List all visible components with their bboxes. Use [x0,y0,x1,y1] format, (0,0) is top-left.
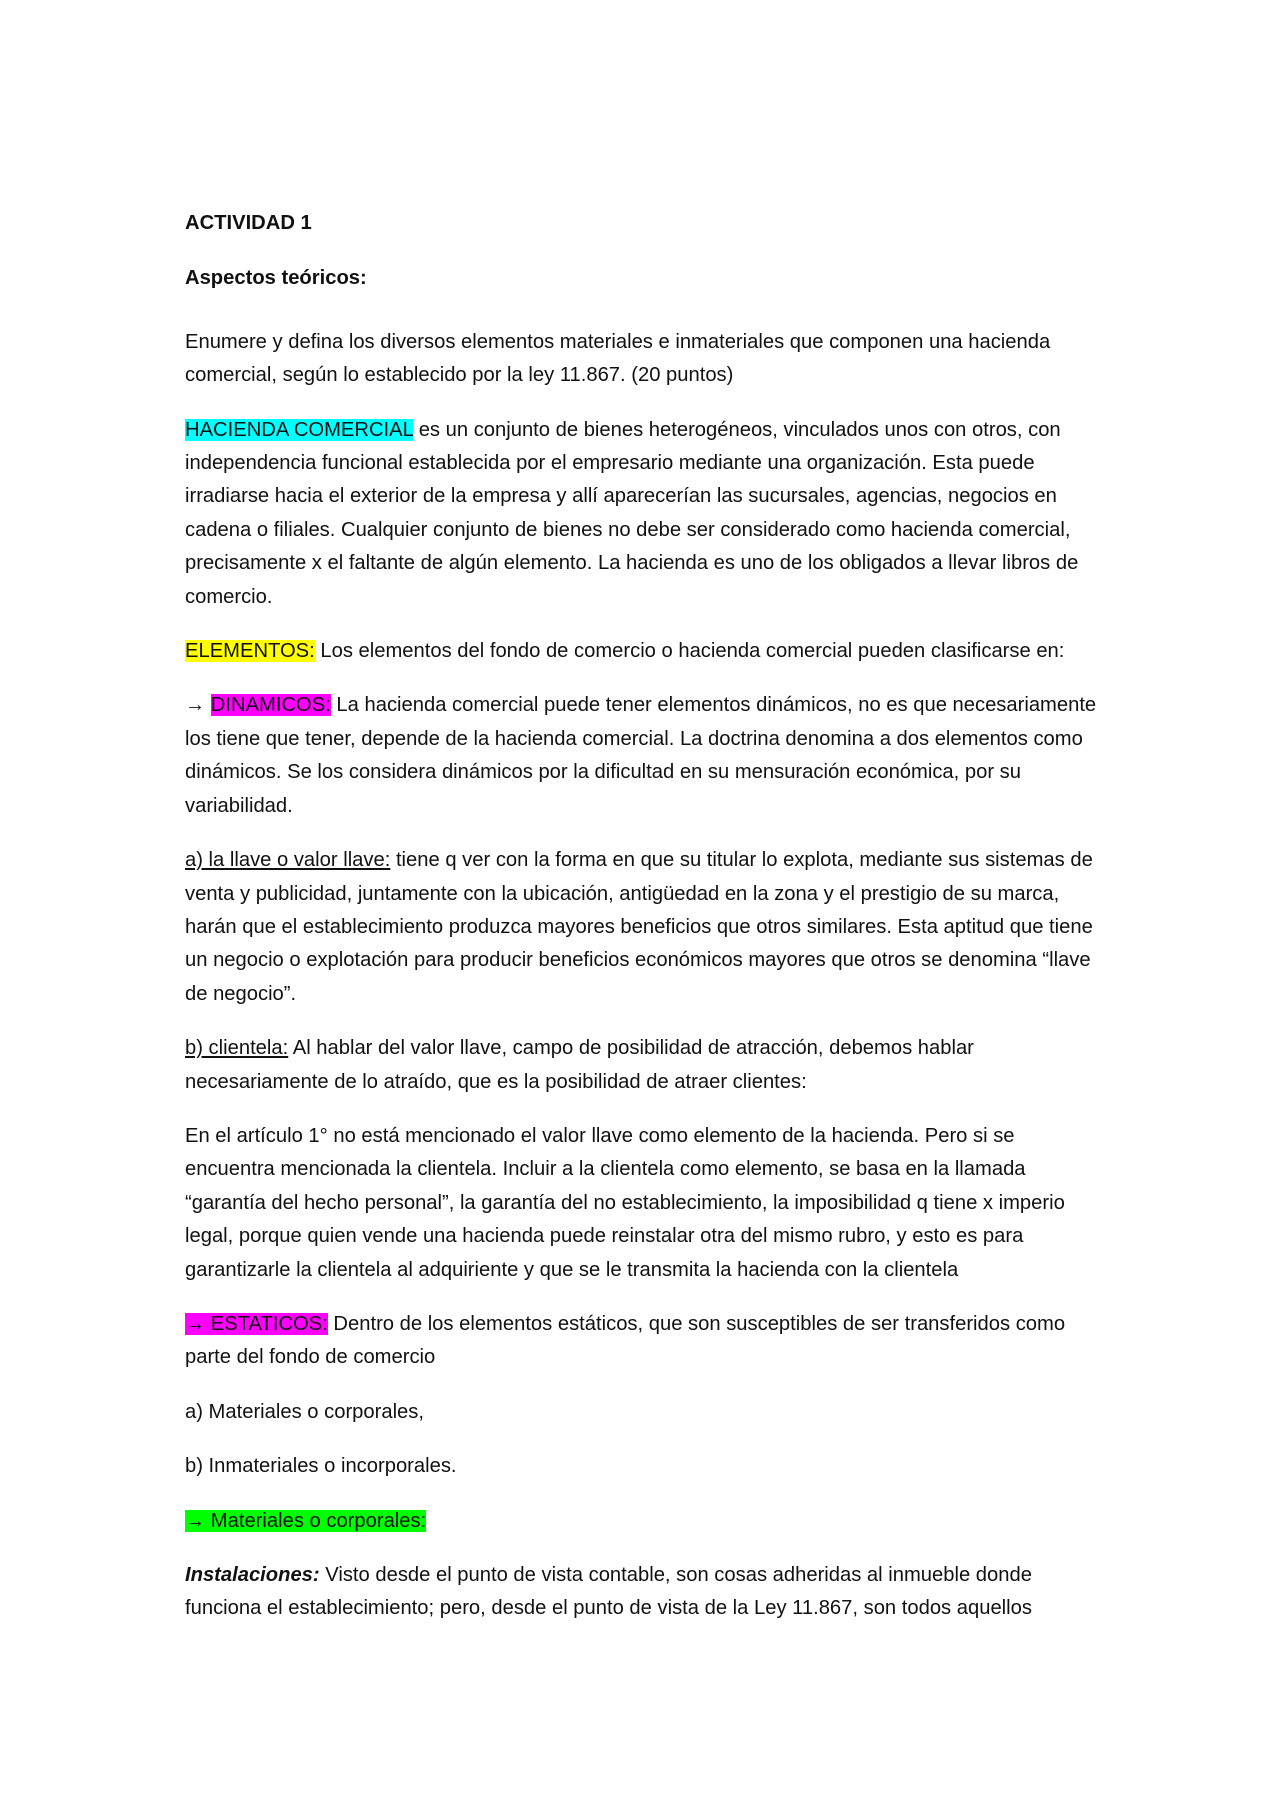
elementos-text: Los elementos del fondo de comercio o hacienda comercial pueden clasificarse en: [314,640,1065,663]
instalaciones-label: Instalaciones: [185,1564,320,1586]
estaticos-text: Dentro de los elementos estáticos, que son susceptibles de ser transferidos como parte del fondo de comercio [185,1312,1066,1369]
instalaciones-paragraph [185,1559,1105,1626]
materiales-highlight: → Materiales o corporales: [185,1509,427,1532]
list-item-inmateriales: b) Inmateriales o incorporales. [185,1455,457,1478]
section-heading: Aspectos teóricos: [185,267,367,290]
hacienda-text: es un conjunto de bienes heterogéneos, vinculados unos con otros, con independencia funcional establecida por el empresario mediante una organización. Esta puede irradiarse hacia el exterior de la empresa y allí aparecerían las sucursales, agencias, negocios en cadena o filiales. Cualquier conjunto de bienes no debe ser considerado como hacienda comercial, precisamente x el faltante de algún elemento. La hacienda es uno de los obligados a llevar libros de comercio. [185,418,1079,608]
hacienda-paragraph [185,414,1105,614]
clientela-text: Al hablar del valor llave, campo de posibilidad de atracción, debemos hablar necesariamente de lo atraído, que es la posibilidad de atraer clientes: [185,1037,974,1093]
question-paragraph: Enumere y defina los diversos elementos materiales e inmateriales que componen una hacienda comercial, según lo establecido por la ley 11.867. (20 puntos) [185,330,1051,387]
llave-paragraph [185,844,1105,1011]
estaticos-highlight: → ESTATICOS: [185,1312,328,1335]
llave-text: tiene q ver con la forma en que su titular lo explota, mediante sus sistemas de venta y publicidad, juntamente con la ubicación, antigüedad en la zona y el prestigio de su marca, harán que el establecimiento produzca mayores beneficios que otros similares. Esta aptitud que tiene un negocio o explotación para producir beneficios económicos mayores que otros se denomina “llave de negocio”. [185,849,1093,1005]
elementos-paragraph [185,635,1105,668]
clientela-label: b) clientela: [185,1037,289,1060]
dinamicos-text: La hacienda comercial puede tener elementos dinámicos, no es que necesariamente los tiene que tener, depende de la hacienda comercial. La doctrina denomina a dos elementos como dinámicos. Se los considera dinámicos por la dificultad en su mensuración económica, por su variabilidad. [185,694,1097,817]
dinamicos-highlight: DINAMICOS: [210,694,331,717]
materiales-heading-paragraph [185,1505,1105,1538]
elementos-highlight: ELEMENTOS: [185,640,315,663]
document-title: ACTIVIDAD 1 [185,212,312,234]
dinamicos-paragraph [185,689,1105,823]
hacienda-comercial-highlight: HACIENDA COMERCIAL [185,418,414,441]
llave-label: a) la llave o valor llave: [185,849,391,872]
articulo-paragraph: En el artículo 1° no está mencionado el valor llave como elemento de la hacienda. Pero si se encuentra mencionada la clientela. Incluir a la clientela como elemento, se basa en la llamada “garantía del hecho personal”, la garantía del no establecimiento, la imposibilidad q tiene x imperio legal, porque quien vende una hacienda puede reinstalar otra del mismo rubro, y esto es para garantizarle la clientela al adquiriente y que se le transmita la hacienda con la clientela [185,1124,1065,1281]
list-item-materiales: a) Materiales o corporales, [185,1400,424,1423]
arrow-icon: → [185,694,211,717]
instalaciones-text: Visto desde el punto de vista contable, son cosas adheridas al inmueble donde funciona el establecimiento; pero, desde el punto de vista de la Ley 11.867, son todos aquellos [185,1564,1032,1620]
document-page [185,207,1105,1647]
estaticos-paragraph [185,1308,1105,1375]
clientela-paragraph [185,1032,1105,1099]
